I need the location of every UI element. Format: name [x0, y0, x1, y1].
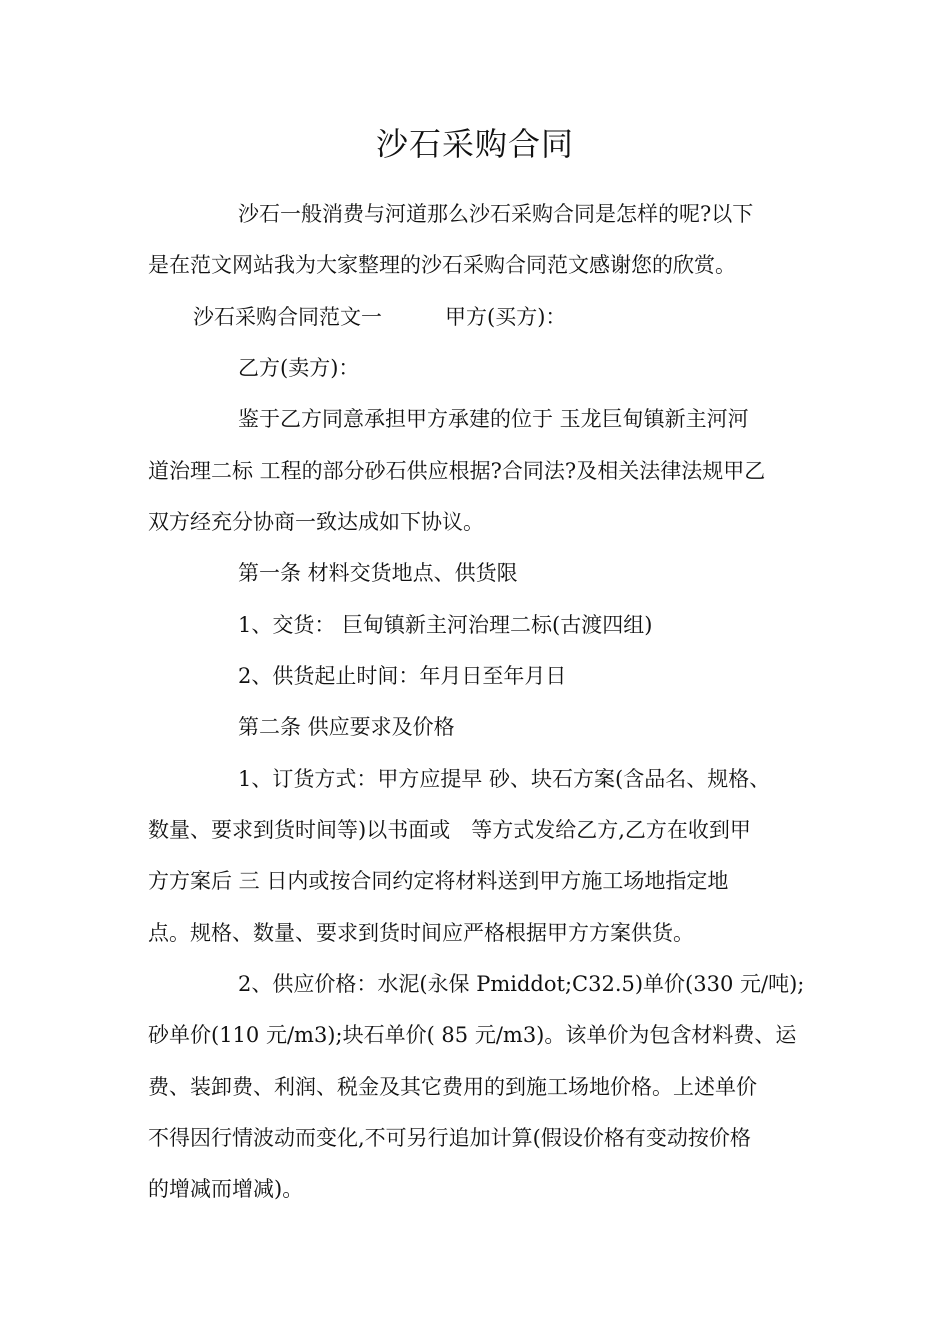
paragraph-line: 1、交货： 巨甸镇新主河治理二标(古渡四组)	[238, 613, 653, 637]
paragraph-line: 鉴于乙方同意承担甲方承建的位于 玉龙巨甸镇新主河河	[238, 407, 749, 431]
paragraph-line: 点。规格、数量、要求到货时间应严格根据甲方方案供货。	[148, 921, 694, 945]
paragraph-line: 数量、要求到货时间等)以书面或 等方式发给乙方,乙方在收到甲	[148, 818, 751, 842]
paragraph-line: 砂单价(110 元/m3);块石单价( 85 元/m3)。该单价为包含材料费、运	[148, 1023, 797, 1047]
paragraph-line: 的增减而增减)。	[148, 1177, 304, 1201]
paragraph-line: 方方案后 三 日内或按合同约定将材料送到甲方施工场地指定地	[148, 869, 729, 893]
paragraph-line: 道治理二标 工程的部分砂石供应根据?合同法?及相关法律法规甲乙	[148, 459, 766, 483]
section-heading: 第一条 材料交货地点、供货限	[238, 561, 518, 585]
paragraph-line: 费、装卸费、利润、税金及其它费用的到施工场地价格。上述单价	[148, 1075, 757, 1099]
paragraph-line: 不得因行情波动而变化,不可另行追加计算(假设价格有变动按价格	[148, 1126, 751, 1150]
paragraph-line: 是在范文网站我为大家整理的沙石采购合同范文感谢您的欣赏。	[148, 253, 736, 277]
paragraph-line: 沙石采购合同范文一 甲方(买方)：	[193, 305, 567, 329]
paragraph-line: 2、供货起止时间：年月日至年月日	[238, 664, 567, 688]
section-heading: 第二条 供应要求及价格	[238, 715, 455, 739]
paragraph-line: 双方经充分协商一致达成如下协议。	[148, 510, 484, 534]
paragraph-line: 2、供应价格：水泥(永保 Pmiddot;C32.5)单价(330 元/吨);	[238, 972, 805, 996]
paragraph-line: 沙石一般消费与河道那么沙石采购合同是怎样的呢?以下	[238, 202, 754, 226]
paragraph-line: 1、订货方式：甲方应提早 砂、块石方案(含品名、规格、	[238, 767, 771, 791]
paragraph-line: 乙方(卖方)：	[238, 356, 360, 380]
document-title: 沙石采购合同	[375, 125, 574, 163]
